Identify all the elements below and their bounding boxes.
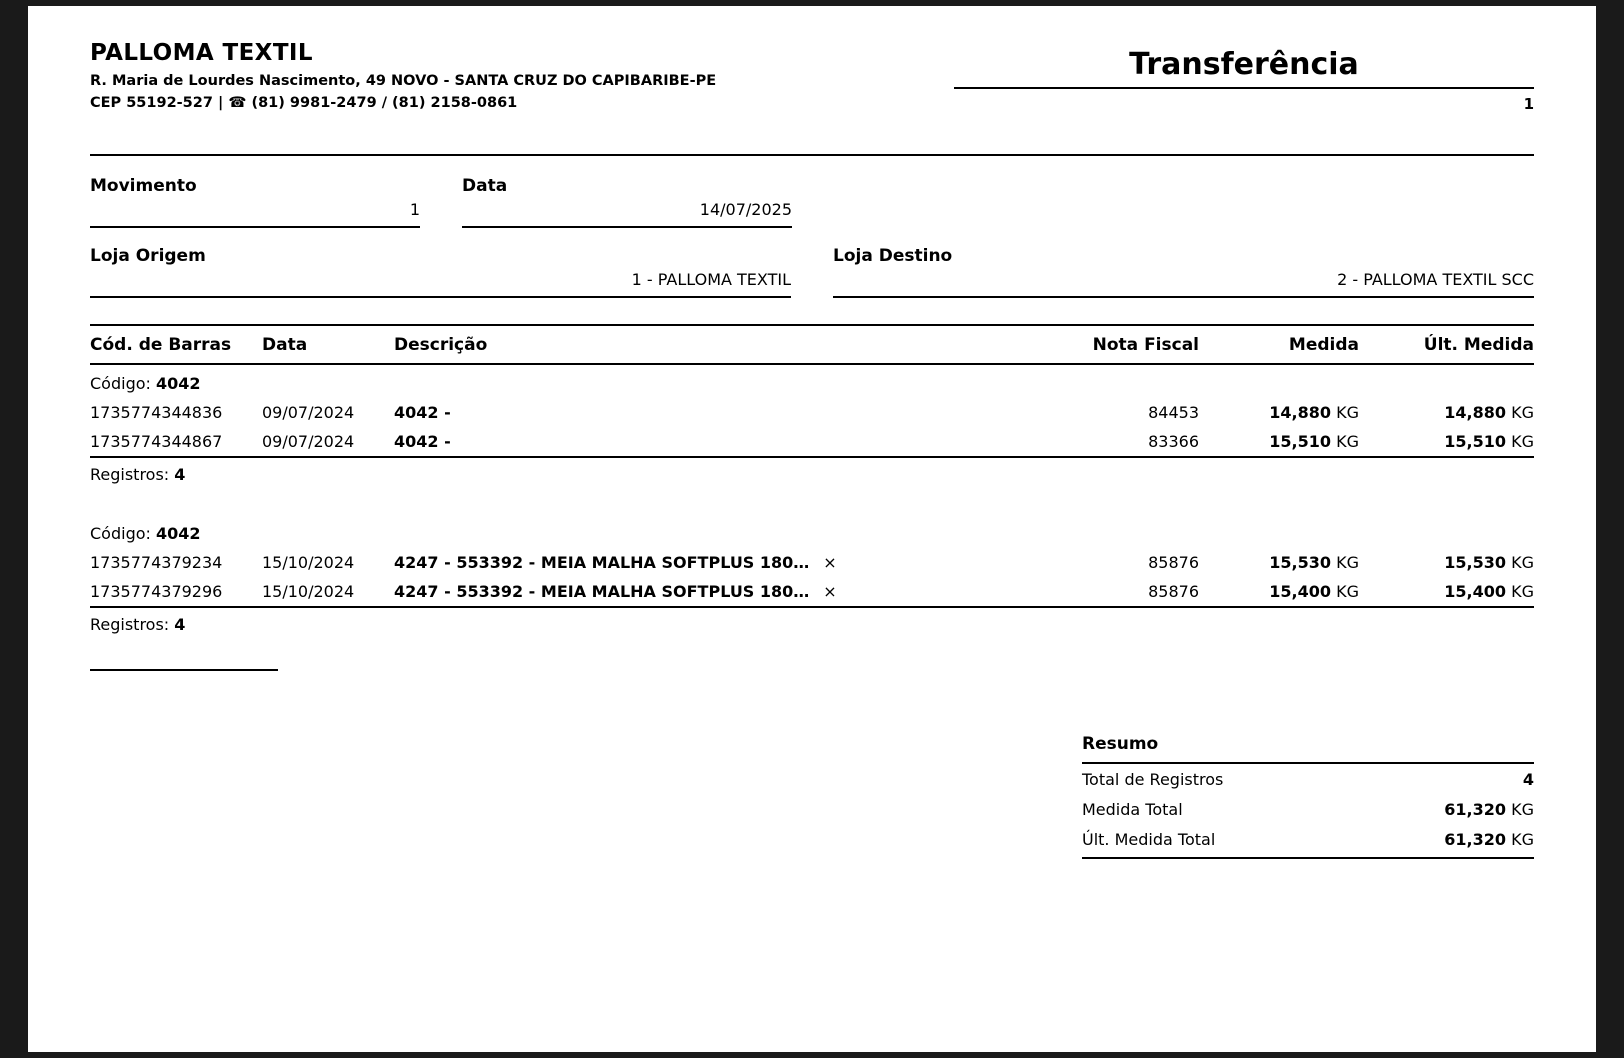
table-row [90, 398, 1534, 427]
field-movimento [90, 176, 420, 228]
header-divider [90, 154, 1534, 156]
medida-unit: KG [1336, 432, 1359, 451]
cell-medida [1199, 548, 1359, 577]
cell-codigo: 1735774379296 [90, 582, 223, 601]
registros-label: Registros: [90, 615, 170, 634]
field-loja-destino [833, 246, 1534, 298]
resumo-value-cell [1358, 794, 1534, 824]
cell-data: 15/10/2024 [262, 582, 355, 601]
company-contact: CEP 55192-527 | ☎ (81) 9981-2479 / (81) 2158-0861 [90, 94, 518, 111]
company-address: R. Maria de Lourdes Nascimento, 49 NOVO - SANTA CRUZ DO CAPIBARIBE-PE [90, 73, 717, 89]
cell-codigo: 1735774379234 [90, 553, 223, 572]
cell-nota-fiscal: 83366 [1148, 432, 1199, 451]
group-label-text: Código: [90, 524, 151, 543]
header-nota-fiscal: Nota Fiscal [1049, 326, 1199, 364]
cell-ult-medida [1359, 577, 1534, 607]
loja-origem-label: Loja Origem [90, 246, 206, 266]
resumo-section [1082, 734, 1534, 859]
ult-medida-value: 14,880 [1444, 403, 1507, 422]
medida-value: 14,880 [1269, 403, 1332, 422]
descricao-text: 4247 - 553392 - MEIA MALHA SOFTPLUS 180… [394, 553, 810, 572]
loja-destino-label: Loja Destino [833, 246, 953, 266]
group-label-cell [90, 515, 1534, 548]
header-ult-medida: Últ. Medida [1359, 326, 1534, 364]
descricao-text: 4042 - [394, 403, 451, 422]
medida-unit: KG [1336, 582, 1359, 601]
descricao-overflow-icon: × [823, 582, 837, 601]
cell-codigo: 1735774344836 [90, 403, 223, 422]
cell-ult-medida [1359, 548, 1534, 577]
medida-value: 15,530 [1269, 553, 1332, 572]
registros-value: 4 [174, 615, 186, 634]
ult-medida-unit: KG [1511, 553, 1534, 572]
registros-value: 4 [174, 465, 186, 484]
group-label-cell [90, 364, 1534, 398]
page-title: Transferência [954, 48, 1534, 89]
table-row [90, 577, 1534, 607]
movimento-value: 1 [90, 200, 420, 228]
group-spacer [90, 489, 1534, 515]
table-row [90, 427, 1534, 457]
cell-data: 09/07/2024 [262, 432, 355, 451]
resumo-value: 61,320 [1444, 800, 1507, 819]
document-title-block [954, 48, 1534, 113]
header-codigo: Cód. de Barras [90, 326, 262, 364]
resumo-table [1082, 764, 1534, 859]
loja-origem-value: 1 - PALLOMA TEXTIL [90, 270, 791, 298]
field-data [462, 176, 792, 228]
group-label-row [90, 364, 1534, 398]
document-header [90, 40, 1534, 136]
medida-value: 15,510 [1269, 432, 1332, 451]
medida-unit: KG [1336, 403, 1359, 422]
cell-medida [1199, 398, 1359, 427]
group-label-text: Código: [90, 374, 151, 393]
cell-descricao [394, 398, 1049, 427]
page-number: 1 [1523, 95, 1534, 113]
group-registros-row [90, 607, 1534, 639]
cell-data: 09/07/2024 [262, 403, 355, 422]
cell-descricao [394, 548, 1049, 577]
resumo-value: 4 [1522, 770, 1534, 789]
resumo-value: 61,320 [1444, 830, 1507, 849]
resumo-value-cell [1358, 764, 1534, 794]
table-row [90, 548, 1534, 577]
resumo-label: Total de Registros [1082, 770, 1224, 789]
resumo-unit: KG [1511, 830, 1534, 849]
cell-descricao [394, 577, 1049, 607]
items-header-row [90, 326, 1534, 364]
items-section [90, 324, 1534, 639]
ult-medida-value: 15,530 [1444, 553, 1507, 572]
cell-codigo: 1735774344867 [90, 432, 223, 451]
cell-nota-fiscal: 84453 [1148, 403, 1199, 422]
ult-medida-value: 15,510 [1444, 432, 1507, 451]
company-name: PALLOMA TEXTIL [90, 40, 313, 66]
group-registros-row [90, 457, 1534, 489]
medida-value: 15,400 [1269, 582, 1332, 601]
cell-nota-fiscal: 85876 [1148, 553, 1199, 572]
items-table [90, 326, 1534, 639]
cell-data: 15/10/2024 [262, 553, 355, 572]
group-code-text: 4042 [156, 524, 201, 543]
field-loja-origem [90, 246, 791, 298]
meta-row-lojas [90, 246, 1534, 298]
cell-descricao [394, 427, 1049, 457]
signature-line [90, 669, 278, 671]
header-medida: Medida [1199, 326, 1359, 364]
group-label-row [90, 515, 1534, 548]
meta-row-movimento-data [90, 176, 1534, 228]
movimento-label: Movimento [90, 176, 197, 196]
descricao-text: 4042 - [394, 432, 451, 451]
descricao-overflow-icon: × [823, 553, 837, 572]
cell-medida [1199, 577, 1359, 607]
cell-ult-medida [1359, 427, 1534, 457]
ult-medida-unit: KG [1511, 432, 1534, 451]
resumo-value-cell [1358, 824, 1534, 858]
group-code-text: 4042 [156, 374, 201, 393]
group-registros-cell [90, 607, 1534, 639]
header-descricao: Descrição [394, 326, 1049, 364]
group-spacer-cell [90, 489, 1534, 515]
loja-destino-value: 2 - PALLOMA TEXTIL SCC [833, 270, 1534, 298]
resumo-row [1082, 824, 1534, 858]
document-page [28, 6, 1596, 1052]
resumo-unit: KG [1511, 800, 1534, 819]
resumo-row [1082, 794, 1534, 824]
items-table-head [90, 326, 1534, 364]
ult-medida-value: 15,400 [1444, 582, 1507, 601]
registros-label: Registros: [90, 465, 170, 484]
cell-medida [1199, 427, 1359, 457]
cell-nota-fiscal: 85876 [1148, 582, 1199, 601]
group-registros-cell [90, 457, 1534, 489]
ult-medida-unit: KG [1511, 582, 1534, 601]
resumo-row [1082, 764, 1534, 794]
data-label: Data [462, 176, 508, 196]
resumo-label: Últ. Medida Total [1082, 824, 1358, 858]
resumo-title: Resumo [1082, 734, 1534, 764]
descricao-text: 4247 - 553392 - MEIA MALHA SOFTPLUS 180… [394, 582, 810, 601]
items-table-body [90, 364, 1534, 639]
header-data: Data [262, 326, 394, 364]
medida-unit: KG [1336, 553, 1359, 572]
ult-medida-unit: KG [1511, 403, 1534, 422]
cell-ult-medida [1359, 398, 1534, 427]
resumo-label: Medida Total [1082, 800, 1183, 819]
data-value: 14/07/2025 [462, 200, 792, 228]
resumo-table-body [1082, 764, 1534, 858]
